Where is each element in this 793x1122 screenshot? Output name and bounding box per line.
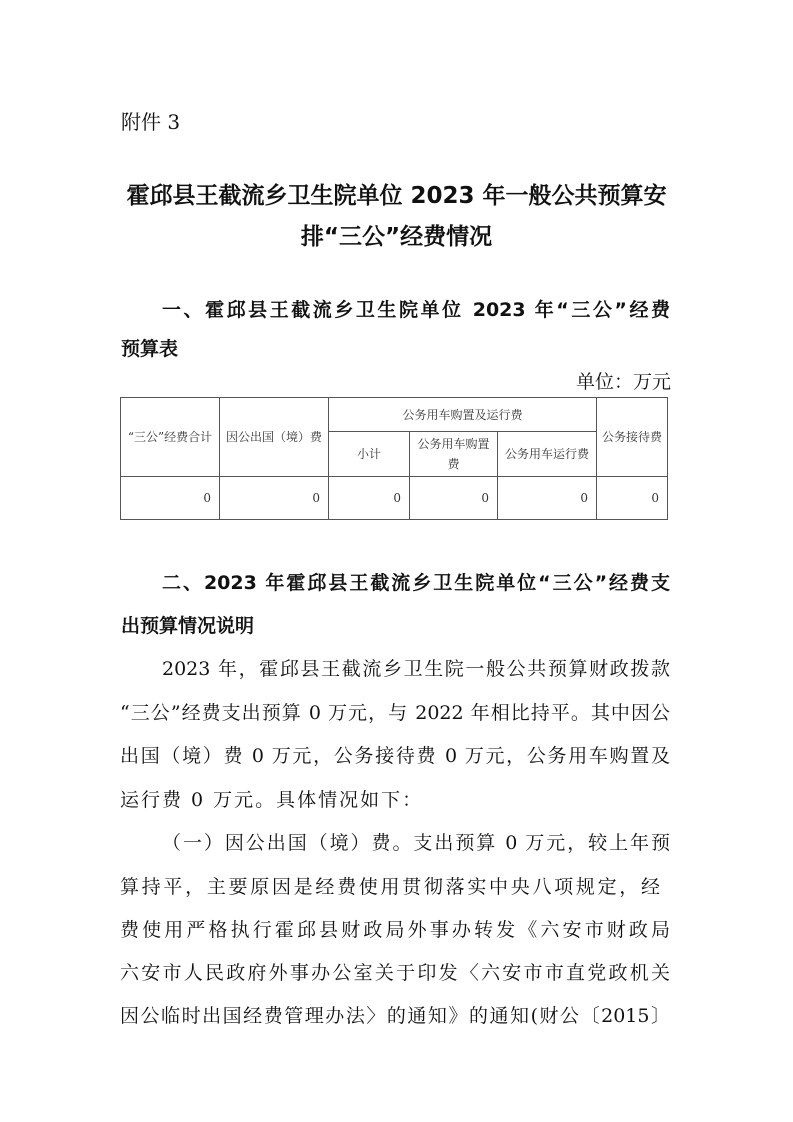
value-total: 0 — [121, 477, 220, 520]
para2-line: 因公临时出国经费管理办法〉的通知》的通知(财公〔2015〕 — [120, 1005, 670, 1027]
table-row — [121, 477, 668, 520]
para1-line: 运行费 0 万元。具体情况如下： — [120, 789, 424, 811]
attachment-label: 附件 3 — [121, 110, 181, 134]
header-car: 公务用车购置及运行费 — [329, 398, 597, 432]
value-abroad: 0 — [220, 477, 329, 520]
section1-heading-2: 预算表 — [121, 338, 179, 360]
para1-line: “三公”经费支出预算 0 万元，与 2022 年相比持平。其中因公 — [120, 702, 670, 724]
para2-line: （一）因公出国（境）费。支出预算 0 万元，较上年预 — [162, 832, 670, 854]
para1-line: 2023 年，霍邱县王截流乡卫生院一般公共预算财政拨款 — [162, 658, 670, 680]
title-line-1: 霍邱县王截流乡卫生院单位 2023 年一般公共预算安 — [126, 183, 667, 209]
para2-line: 六安市人民政府外事办公室关于印发〈六安市市直党政机关 — [120, 962, 670, 984]
para1-line: 出国（境）费 0 万元，公务接待费 0 万元，公务用车购置及 — [120, 745, 670, 767]
header-subtotal: 小计 — [329, 432, 410, 477]
section1-heading-1: 一、霍邱县王截流乡卫生院单位 2023 年“三公”经费 — [162, 299, 670, 321]
header-abroad: 因公出国（境）费 — [220, 398, 329, 477]
section2-heading-2: 出预算情况说明 — [121, 615, 255, 637]
value-car-run: 0 — [498, 477, 597, 520]
header-total: “三公”经费合计 — [121, 398, 220, 477]
para2-line: 费使用严格执行霍邱县财政局外事办转发《六安市财政局 — [120, 919, 670, 941]
value-subtotal: 0 — [329, 477, 410, 520]
value-car-buy: 0 — [410, 477, 498, 520]
value-reception: 0 — [597, 477, 668, 520]
title-line-2: 排“三公”经费情况 — [300, 224, 493, 250]
header-car-run: 公务用车运行费 — [498, 432, 597, 477]
section2-heading-1: 二、2023 年霍邱县王截流乡卫生院单位“三公”经费支 — [162, 572, 670, 594]
unit-label: 单位：万元 — [575, 371, 671, 393]
budget-table — [120, 397, 668, 520]
header-car-buy: 公务用车购置费 — [410, 432, 498, 477]
para2-line: 算持平，主要原因是经费使用贯彻落实中央八项规定，经 — [120, 876, 660, 898]
header-reception: 公务接待费 — [597, 398, 668, 477]
